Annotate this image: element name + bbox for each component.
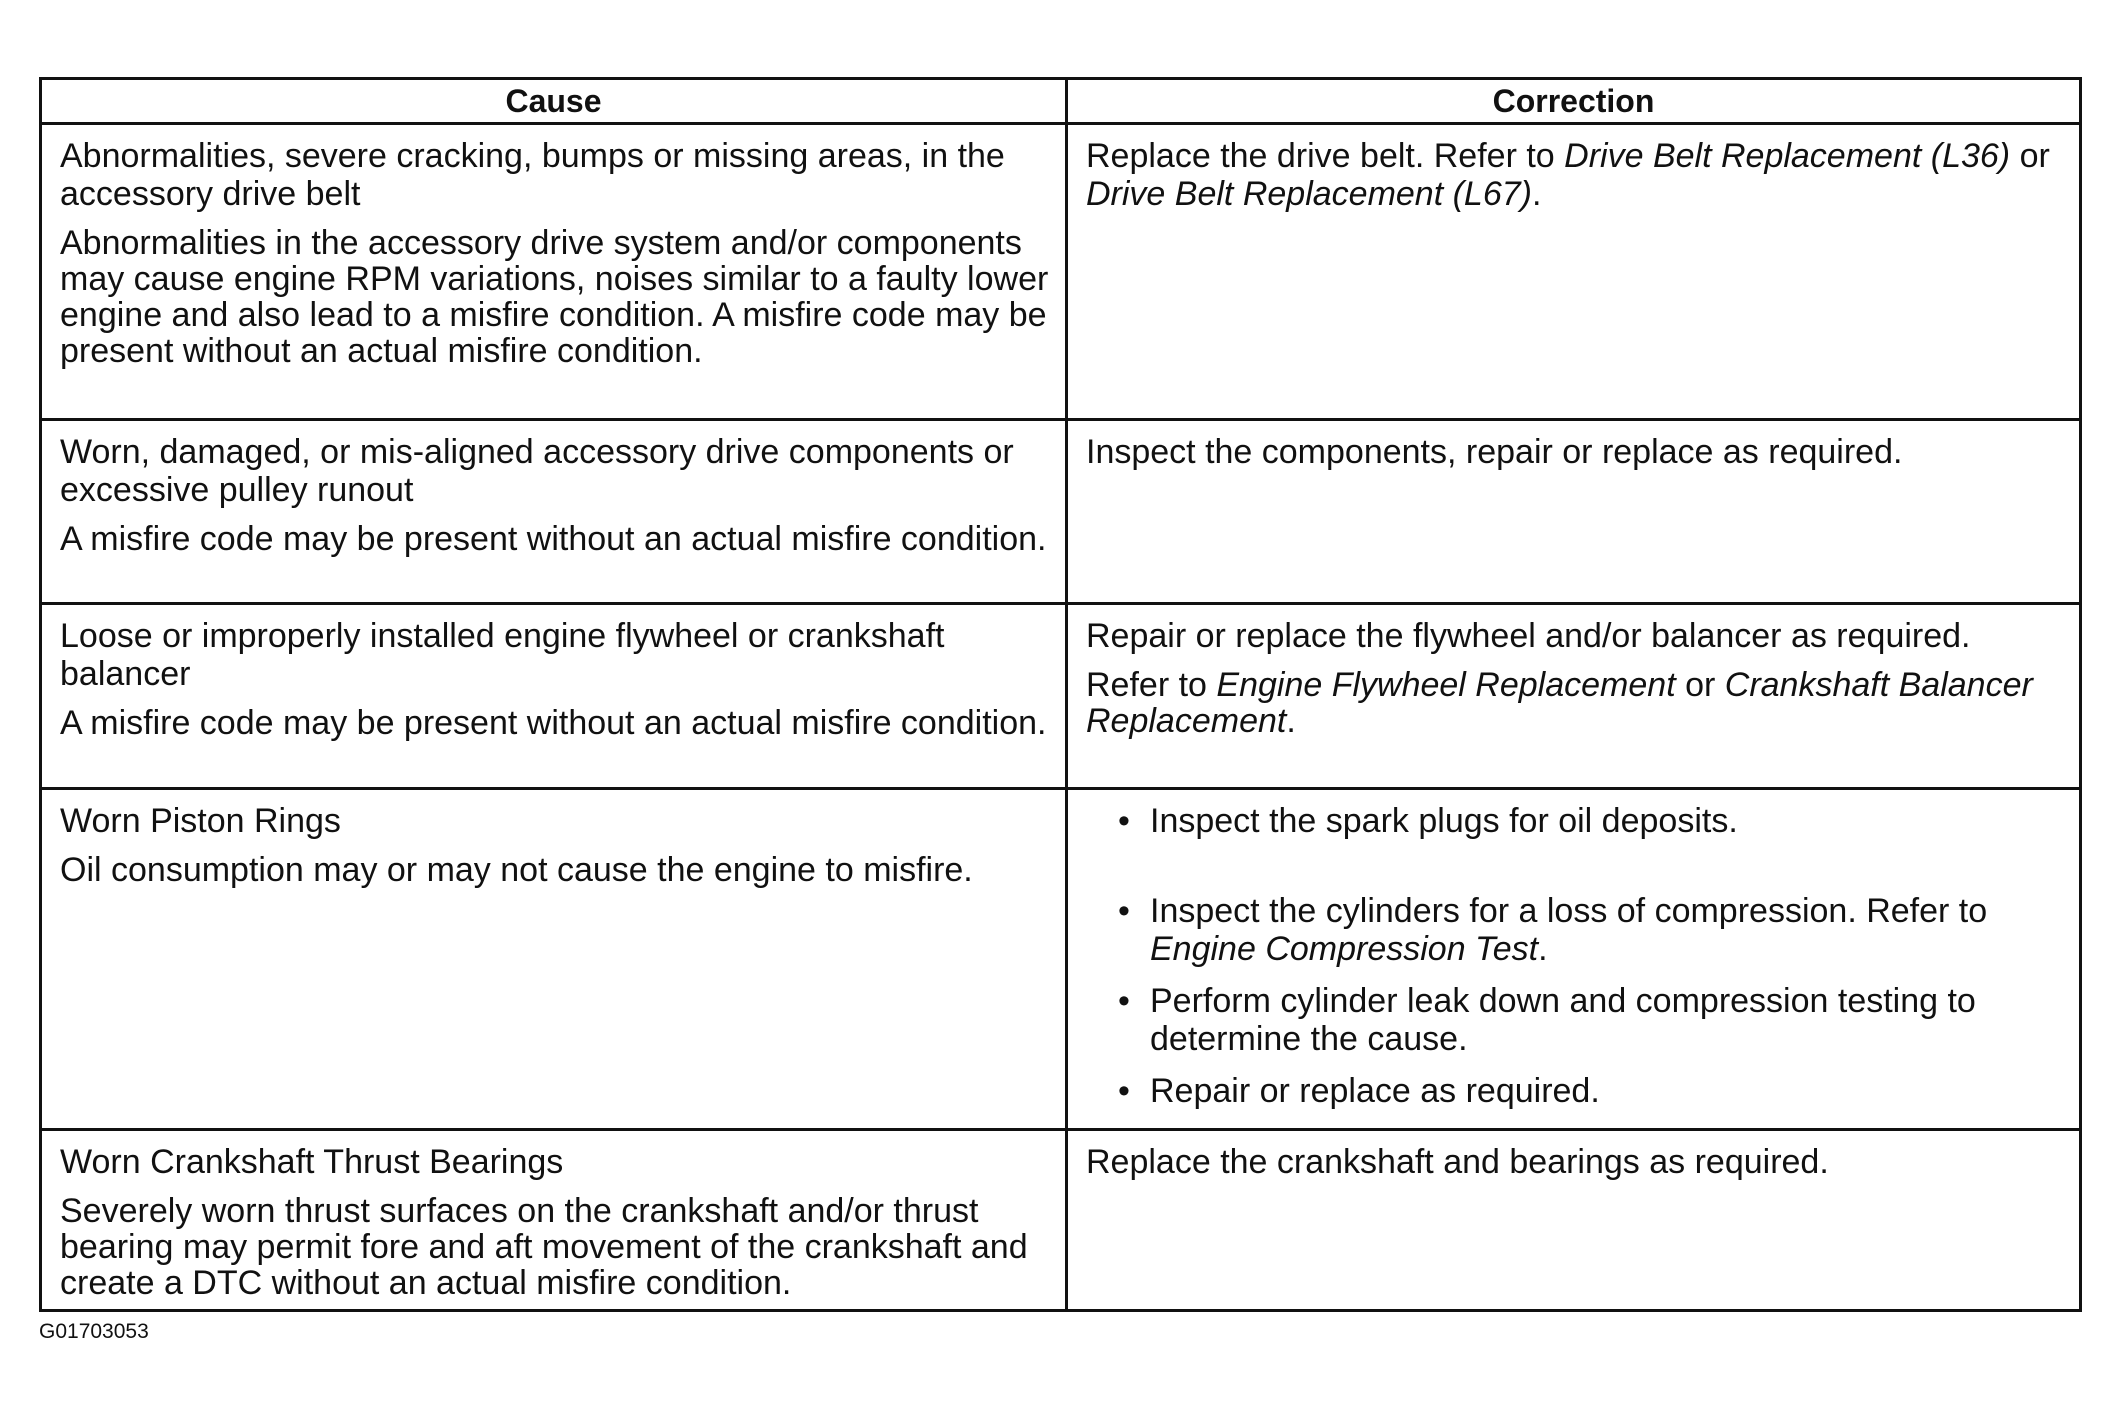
table-row	[41, 604, 2081, 789]
figure-id: G01703053	[39, 1320, 149, 1343]
correction-step	[1114, 1072, 2063, 1110]
correction-step-list	[1086, 802, 2063, 1110]
bullet-icon: •	[1118, 802, 1130, 840]
correction-cell	[1067, 1130, 2081, 1311]
correction-text	[1086, 137, 2063, 213]
correction-text-part: Refer to	[1086, 666, 1217, 704]
correction-text: Replace the crankshaft and bearings as required.	[1086, 1143, 1829, 1181]
step-text: Inspect the cylinders for a loss of compression. Refer to	[1150, 892, 1988, 930]
cause-note: A misfire code may be present without an actual misfire condition.	[60, 704, 1047, 742]
step-text: .	[1538, 930, 1548, 968]
table-row	[41, 1130, 2081, 1311]
cause-text: Worn Crankshaft Thrust Bearings	[60, 1143, 564, 1181]
step-text: Perform cylinder leak down and compression testing to determine the cause.	[1150, 982, 1976, 1058]
correction-text: Inspect the components, repair or replace as required.	[1086, 433, 1903, 471]
cause-cell	[41, 420, 1067, 604]
procedure-reference: Engine Compression Test	[1150, 930, 1539, 968]
step-text: Inspect the spark plugs for oil deposits.	[1150, 802, 1738, 840]
correction-reference-text	[1086, 667, 2063, 739]
cause-column-header: Cause	[41, 79, 1067, 124]
cause-cell	[41, 789, 1067, 1130]
correction-cell	[1067, 604, 2081, 789]
table-header-row	[41, 79, 2081, 124]
cause-note: A misfire code may be present without an actual misfire condition.	[60, 520, 1047, 558]
cause-text: Worn Piston Rings	[60, 802, 341, 840]
bullet-icon: •	[1118, 1072, 1130, 1110]
correction-cell	[1067, 420, 2081, 604]
step-text: Repair or replace as required.	[1150, 1072, 1600, 1110]
table-row	[41, 789, 2081, 1130]
cause-text: Worn, damaged, or mis-aligned accessory drive components or excessive pulley runout	[60, 433, 1014, 509]
correction-text-part: Replace the drive belt. Refer to	[1086, 137, 1565, 175]
correction-text-part: .	[1286, 702, 1296, 740]
correction-text: Repair or replace the flywheel and/or balancer as required.	[1086, 617, 1971, 655]
procedure-reference: Drive Belt Replacement (L36)	[1564, 137, 2011, 175]
cause-note: Oil consumption may or may not cause the engine to misfire.	[60, 851, 973, 889]
correction-step	[1114, 892, 2063, 968]
correction-cell	[1067, 124, 2081, 420]
cause-text: Loose or improperly installed engine flywheel or crankshaft balancer	[60, 617, 945, 693]
correction-column-header: Correction	[1067, 79, 2081, 124]
correction-text-part: .	[1531, 175, 1542, 213]
table-row	[41, 420, 2081, 604]
diagnostic-table	[39, 77, 2082, 1312]
cause-cell	[41, 604, 1067, 789]
correction-cell	[1067, 789, 2081, 1130]
correction-step	[1114, 802, 2063, 840]
bullet-icon: •	[1118, 982, 1130, 1020]
correction-text-part: or	[1675, 666, 1725, 704]
cause-cell	[41, 124, 1067, 420]
cause-note: Severely worn thrust surfaces on the crankshaft and/or thrust bearing may permit fore and aft movement of the crankshaft and create a DTC without an actual misfire condition.	[60, 1192, 1028, 1302]
correction-step	[1114, 982, 2063, 1058]
procedure-reference: Engine Flywheel Replacement	[1216, 666, 1676, 704]
procedure-reference: Crankshaft Balancer Replacement	[1086, 666, 2033, 740]
bullet-icon: •	[1118, 892, 1130, 930]
cause-note: Abnormalities in the accessory drive system and/or components may cause engine RPM variations, noises similar to a faulty lower engine and also lead to a misfire condition. A misfire code may be present without an actual misfire condition.	[60, 224, 1049, 370]
cause-text: Abnormalities, severe cracking, bumps or missing areas, in the accessory drive belt	[60, 137, 1005, 213]
correction-text-part: or	[2010, 137, 2050, 175]
table-row	[41, 124, 2081, 420]
cause-cell	[41, 1130, 1067, 1311]
procedure-reference: Drive Belt Replacement (L67)	[1086, 175, 1532, 213]
